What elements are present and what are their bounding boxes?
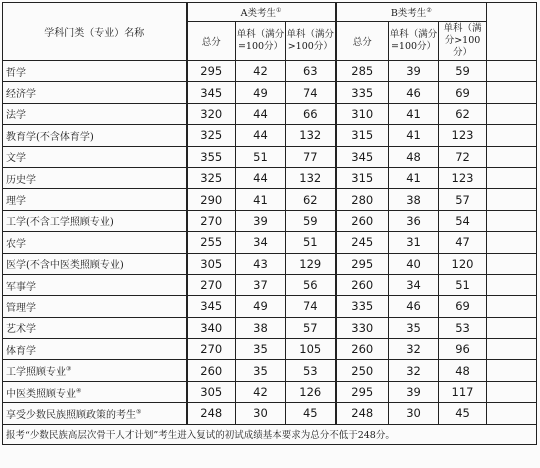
b-total-cell: 295 <box>336 253 389 274</box>
a-single-100-cell: 37 <box>236 274 286 295</box>
table-row <box>3 317 537 338</box>
category-name-cell: 教育学(不含体育学) <box>3 125 187 146</box>
b-single-gt100-cell: 51 <box>439 274 487 295</box>
a-single-100-cell: 49 <box>236 296 286 317</box>
a-single-100-header: 单科（满分=100分） <box>236 22 286 61</box>
a-single-gt100-cell: 66 <box>286 103 336 124</box>
b-single-100-cell: 39 <box>389 381 439 402</box>
category-name-cell: 军事学 <box>3 274 187 295</box>
b-single-gt100-cell: 57 <box>439 189 487 210</box>
b-single-gt100-cell: 69 <box>439 82 487 103</box>
blank-cell <box>487 360 537 381</box>
category-name-cell: 工学照顾专业③ <box>3 360 187 381</box>
a-total-cell: 260 <box>187 360 236 381</box>
category-name-cell: 文学 <box>3 146 187 167</box>
blank-cell <box>487 296 537 317</box>
table-row <box>3 103 537 124</box>
category-name-cell: 管理学 <box>3 296 187 317</box>
a-single-gt100-cell: 132 <box>286 167 336 188</box>
group-a-header: A类考生① <box>187 3 336 22</box>
b-total-cell: 245 <box>336 232 389 253</box>
b-single-100-cell: 46 <box>389 296 439 317</box>
a-single-gt100-cell: 105 <box>286 339 336 360</box>
a-single-100-cell: 51 <box>236 146 286 167</box>
table-row <box>3 82 537 103</box>
b-single-gt100-cell: 45 <box>439 403 487 424</box>
table-row <box>3 61 537 82</box>
blank-header-cell <box>487 3 537 61</box>
table-row <box>3 125 537 146</box>
b-single-100-cell: 46 <box>389 82 439 103</box>
a-single-gt100-cell: 51 <box>286 232 336 253</box>
blank-cell <box>487 61 537 82</box>
category-name-cell: 医学(不含中医类照顾专业) <box>3 253 187 274</box>
table-row <box>3 360 537 381</box>
table-row <box>3 403 537 424</box>
category-name-cell: 哲学 <box>3 61 187 82</box>
blank-cell <box>487 125 537 146</box>
category-name-cell: 中医类照顾专业④ <box>3 381 187 402</box>
a-total-cell: 290 <box>187 189 236 210</box>
b-total-cell: 335 <box>336 296 389 317</box>
a-single-gt100-cell: 62 <box>286 189 336 210</box>
table-row <box>3 339 537 360</box>
table-row <box>3 189 537 210</box>
b-single-100-cell: 32 <box>389 339 439 360</box>
b-total-cell: 295 <box>336 381 389 402</box>
a-single-100-cell: 42 <box>236 381 286 402</box>
a-total-cell: 270 <box>187 210 236 231</box>
b-single-100-header: 单科（满分=100分） <box>389 22 439 61</box>
a-total-cell: 345 <box>187 296 236 317</box>
b-single-100-cell: 31 <box>389 232 439 253</box>
a-total-cell: 325 <box>187 167 236 188</box>
b-single-100-cell: 34 <box>389 274 439 295</box>
a-single-100-cell: 42 <box>236 61 286 82</box>
b-total-cell: 310 <box>336 103 389 124</box>
blank-cell <box>487 381 537 402</box>
a-single-100-cell: 39 <box>236 210 286 231</box>
table-row <box>3 210 537 231</box>
b-single-gt100-header: 单科（满分>100分） <box>439 22 487 61</box>
blank-cell <box>487 403 537 424</box>
a-single-gt100-cell: 53 <box>286 360 336 381</box>
blank-cell <box>487 103 537 124</box>
a-single-100-cell: 35 <box>236 360 286 381</box>
a-single-gt100-cell: 57 <box>286 317 336 338</box>
b-single-gt100-cell: 54 <box>439 210 487 231</box>
b-single-gt100-cell: 47 <box>439 232 487 253</box>
b-single-100-cell: 35 <box>389 317 439 338</box>
category-name-cell: 经济学 <box>3 82 187 103</box>
a-total-cell: 355 <box>187 146 236 167</box>
b-single-gt100-cell: 48 <box>439 360 487 381</box>
b-total-cell: 330 <box>336 317 389 338</box>
b-total-cell: 260 <box>336 274 389 295</box>
b-single-gt100-cell: 69 <box>439 296 487 317</box>
table-row <box>3 146 537 167</box>
a-single-100-cell: 38 <box>236 317 286 338</box>
table-body <box>3 61 537 425</box>
table-row <box>3 167 537 188</box>
b-single-100-cell: 36 <box>389 210 439 231</box>
blank-cell <box>487 82 537 103</box>
a-single-gt100-cell: 132 <box>286 125 336 146</box>
a-total-cell: 270 <box>187 339 236 360</box>
table-row <box>3 253 537 274</box>
b-single-gt100-cell: 123 <box>439 167 487 188</box>
a-single-gt100-cell: 77 <box>286 146 336 167</box>
b-total-cell: 280 <box>336 189 389 210</box>
blank-cell <box>487 232 537 253</box>
a-total-cell: 270 <box>187 274 236 295</box>
b-total-cell: 315 <box>336 167 389 188</box>
b-total-cell: 315 <box>336 125 389 146</box>
a-total-cell: 305 <box>187 381 236 402</box>
a-single-100-cell: 35 <box>236 339 286 360</box>
table-header <box>3 3 537 61</box>
b-total-header: 总分 <box>336 22 389 61</box>
b-single-gt100-cell: 120 <box>439 253 487 274</box>
category-name-cell: 历史学 <box>3 167 187 188</box>
b-single-100-cell: 39 <box>389 61 439 82</box>
a-total-cell: 325 <box>187 125 236 146</box>
category-name-cell: 享受少数民族照顾政策的考生⑤ <box>3 403 187 424</box>
b-total-cell: 260 <box>336 339 389 360</box>
a-total-header: 总分 <box>187 22 236 61</box>
a-single-gt100-cell: 74 <box>286 296 336 317</box>
b-single-100-cell: 32 <box>389 360 439 381</box>
table-row <box>3 232 537 253</box>
a-single-100-cell: 44 <box>236 125 286 146</box>
a-single-100-cell: 43 <box>236 253 286 274</box>
b-single-gt100-cell: 117 <box>439 381 487 402</box>
a-single-gt100-cell: 129 <box>286 253 336 274</box>
b-single-100-cell: 48 <box>389 146 439 167</box>
a-single-gt100-cell: 63 <box>286 61 336 82</box>
a-single-100-cell: 44 <box>236 167 286 188</box>
blank-cell <box>487 146 537 167</box>
b-single-100-cell: 30 <box>389 403 439 424</box>
b-single-100-cell: 41 <box>389 125 439 146</box>
category-name-cell: 体育学 <box>3 339 187 360</box>
a-total-cell: 320 <box>187 103 236 124</box>
a-total-cell: 295 <box>187 61 236 82</box>
a-single-100-cell: 34 <box>236 232 286 253</box>
b-single-gt100-cell: 53 <box>439 317 487 338</box>
b-single-100-cell: 41 <box>389 103 439 124</box>
a-single-100-cell: 30 <box>236 403 286 424</box>
a-single-100-cell: 44 <box>236 103 286 124</box>
a-single-gt100-header: 单科（满分>100分） <box>286 22 336 61</box>
a-single-gt100-cell: 126 <box>286 381 336 402</box>
a-total-cell: 248 <box>187 403 236 424</box>
category-name-cell: 法学 <box>3 103 187 124</box>
b-single-gt100-cell: 123 <box>439 125 487 146</box>
a-single-gt100-cell: 59 <box>286 210 336 231</box>
table-row <box>3 381 537 402</box>
blank-cell <box>487 210 537 231</box>
table-row <box>3 296 537 317</box>
a-single-gt100-cell: 56 <box>286 274 336 295</box>
b-total-cell: 260 <box>336 210 389 231</box>
b-total-cell: 248 <box>336 403 389 424</box>
b-total-cell: 335 <box>336 82 389 103</box>
category-name-cell: 艺术学 <box>3 317 187 338</box>
a-single-gt100-cell: 74 <box>286 82 336 103</box>
blank-cell <box>487 189 537 210</box>
score-table <box>2 2 537 445</box>
a-total-cell: 305 <box>187 253 236 274</box>
a-single-gt100-cell: 45 <box>286 403 336 424</box>
table-row <box>3 274 537 295</box>
blank-cell <box>487 167 537 188</box>
b-single-gt100-cell: 59 <box>439 61 487 82</box>
footer-note: 报考“少数民族高层次骨干人才计划”考生进入复试的初试成绩基本要求为总分不低于248分。 <box>3 424 537 444</box>
b-single-gt100-cell: 72 <box>439 146 487 167</box>
category-column-header: 学科门类（专业）名称 <box>3 3 187 61</box>
blank-cell <box>487 274 537 295</box>
b-single-gt100-cell: 96 <box>439 339 487 360</box>
group-b-header: B类考生② <box>336 3 487 22</box>
blank-cell <box>487 253 537 274</box>
blank-cell <box>487 339 537 360</box>
category-name-cell: 理学 <box>3 189 187 210</box>
category-name-cell: 工学(不含工学照顾专业) <box>3 210 187 231</box>
b-single-100-cell: 40 <box>389 253 439 274</box>
a-single-100-cell: 41 <box>236 189 286 210</box>
a-total-cell: 345 <box>187 82 236 103</box>
a-total-cell: 340 <box>187 317 236 338</box>
category-name-cell: 农学 <box>3 232 187 253</box>
a-total-cell: 255 <box>187 232 236 253</box>
b-total-cell: 345 <box>336 146 389 167</box>
b-single-gt100-cell: 62 <box>439 103 487 124</box>
b-total-cell: 250 <box>336 360 389 381</box>
blank-cell <box>487 317 537 338</box>
b-single-100-cell: 38 <box>389 189 439 210</box>
a-single-100-cell: 49 <box>236 82 286 103</box>
b-total-cell: 285 <box>336 61 389 82</box>
b-single-100-cell: 41 <box>389 167 439 188</box>
